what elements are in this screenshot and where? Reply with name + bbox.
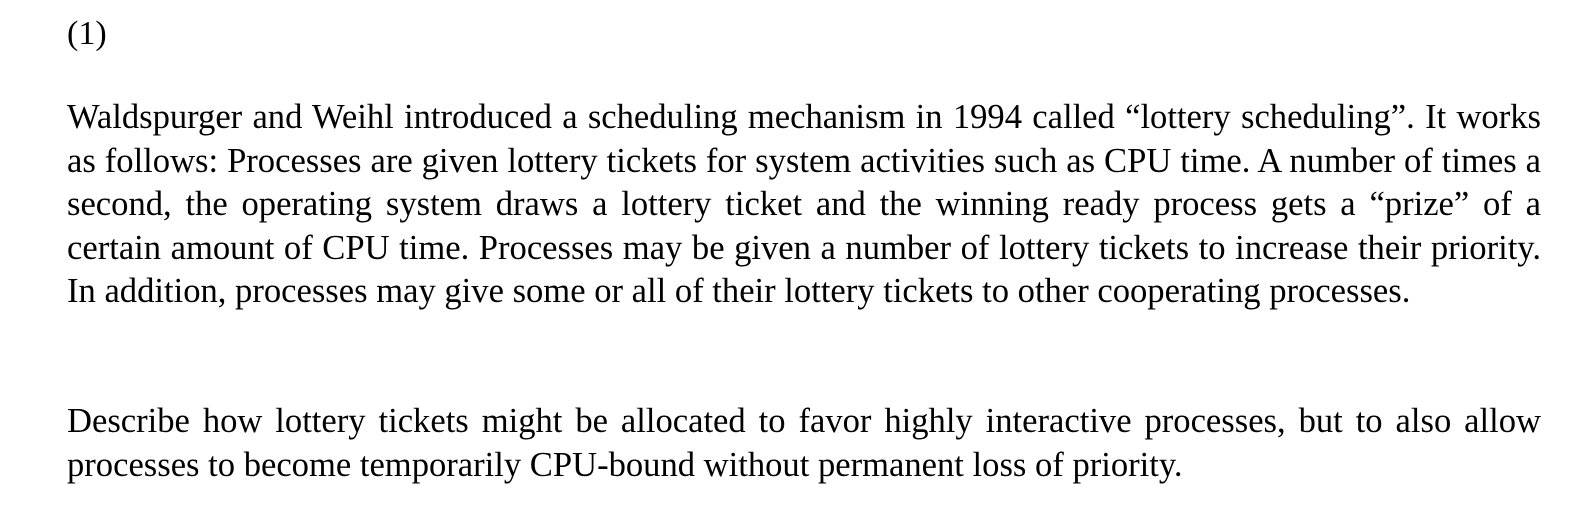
question-number: (1) xyxy=(67,15,107,52)
question-prompt-paragraph: Describe how lottery tickets might be allocated to favor highly interactive processes, but to also allow processes to become temporarily CPU-bound without permanent loss of priority. xyxy=(67,402,1541,484)
question-description-paragraph: Waldspurger and Weihl introduced a scheduling mechanism in 1994 called “lottery scheduling”. It works as follows: Processes are given lottery tickets for system activities such as CPU time. A number of times a second, the operating system draws a lottery ticket and the winning ready process gets a “prize” of a certain amount of CPU time. Processes may be given a number of lottery tickets to increase their priority. In addition, processes may give some or all of their lottery tickets to other cooperating processes. xyxy=(67,98,1541,310)
